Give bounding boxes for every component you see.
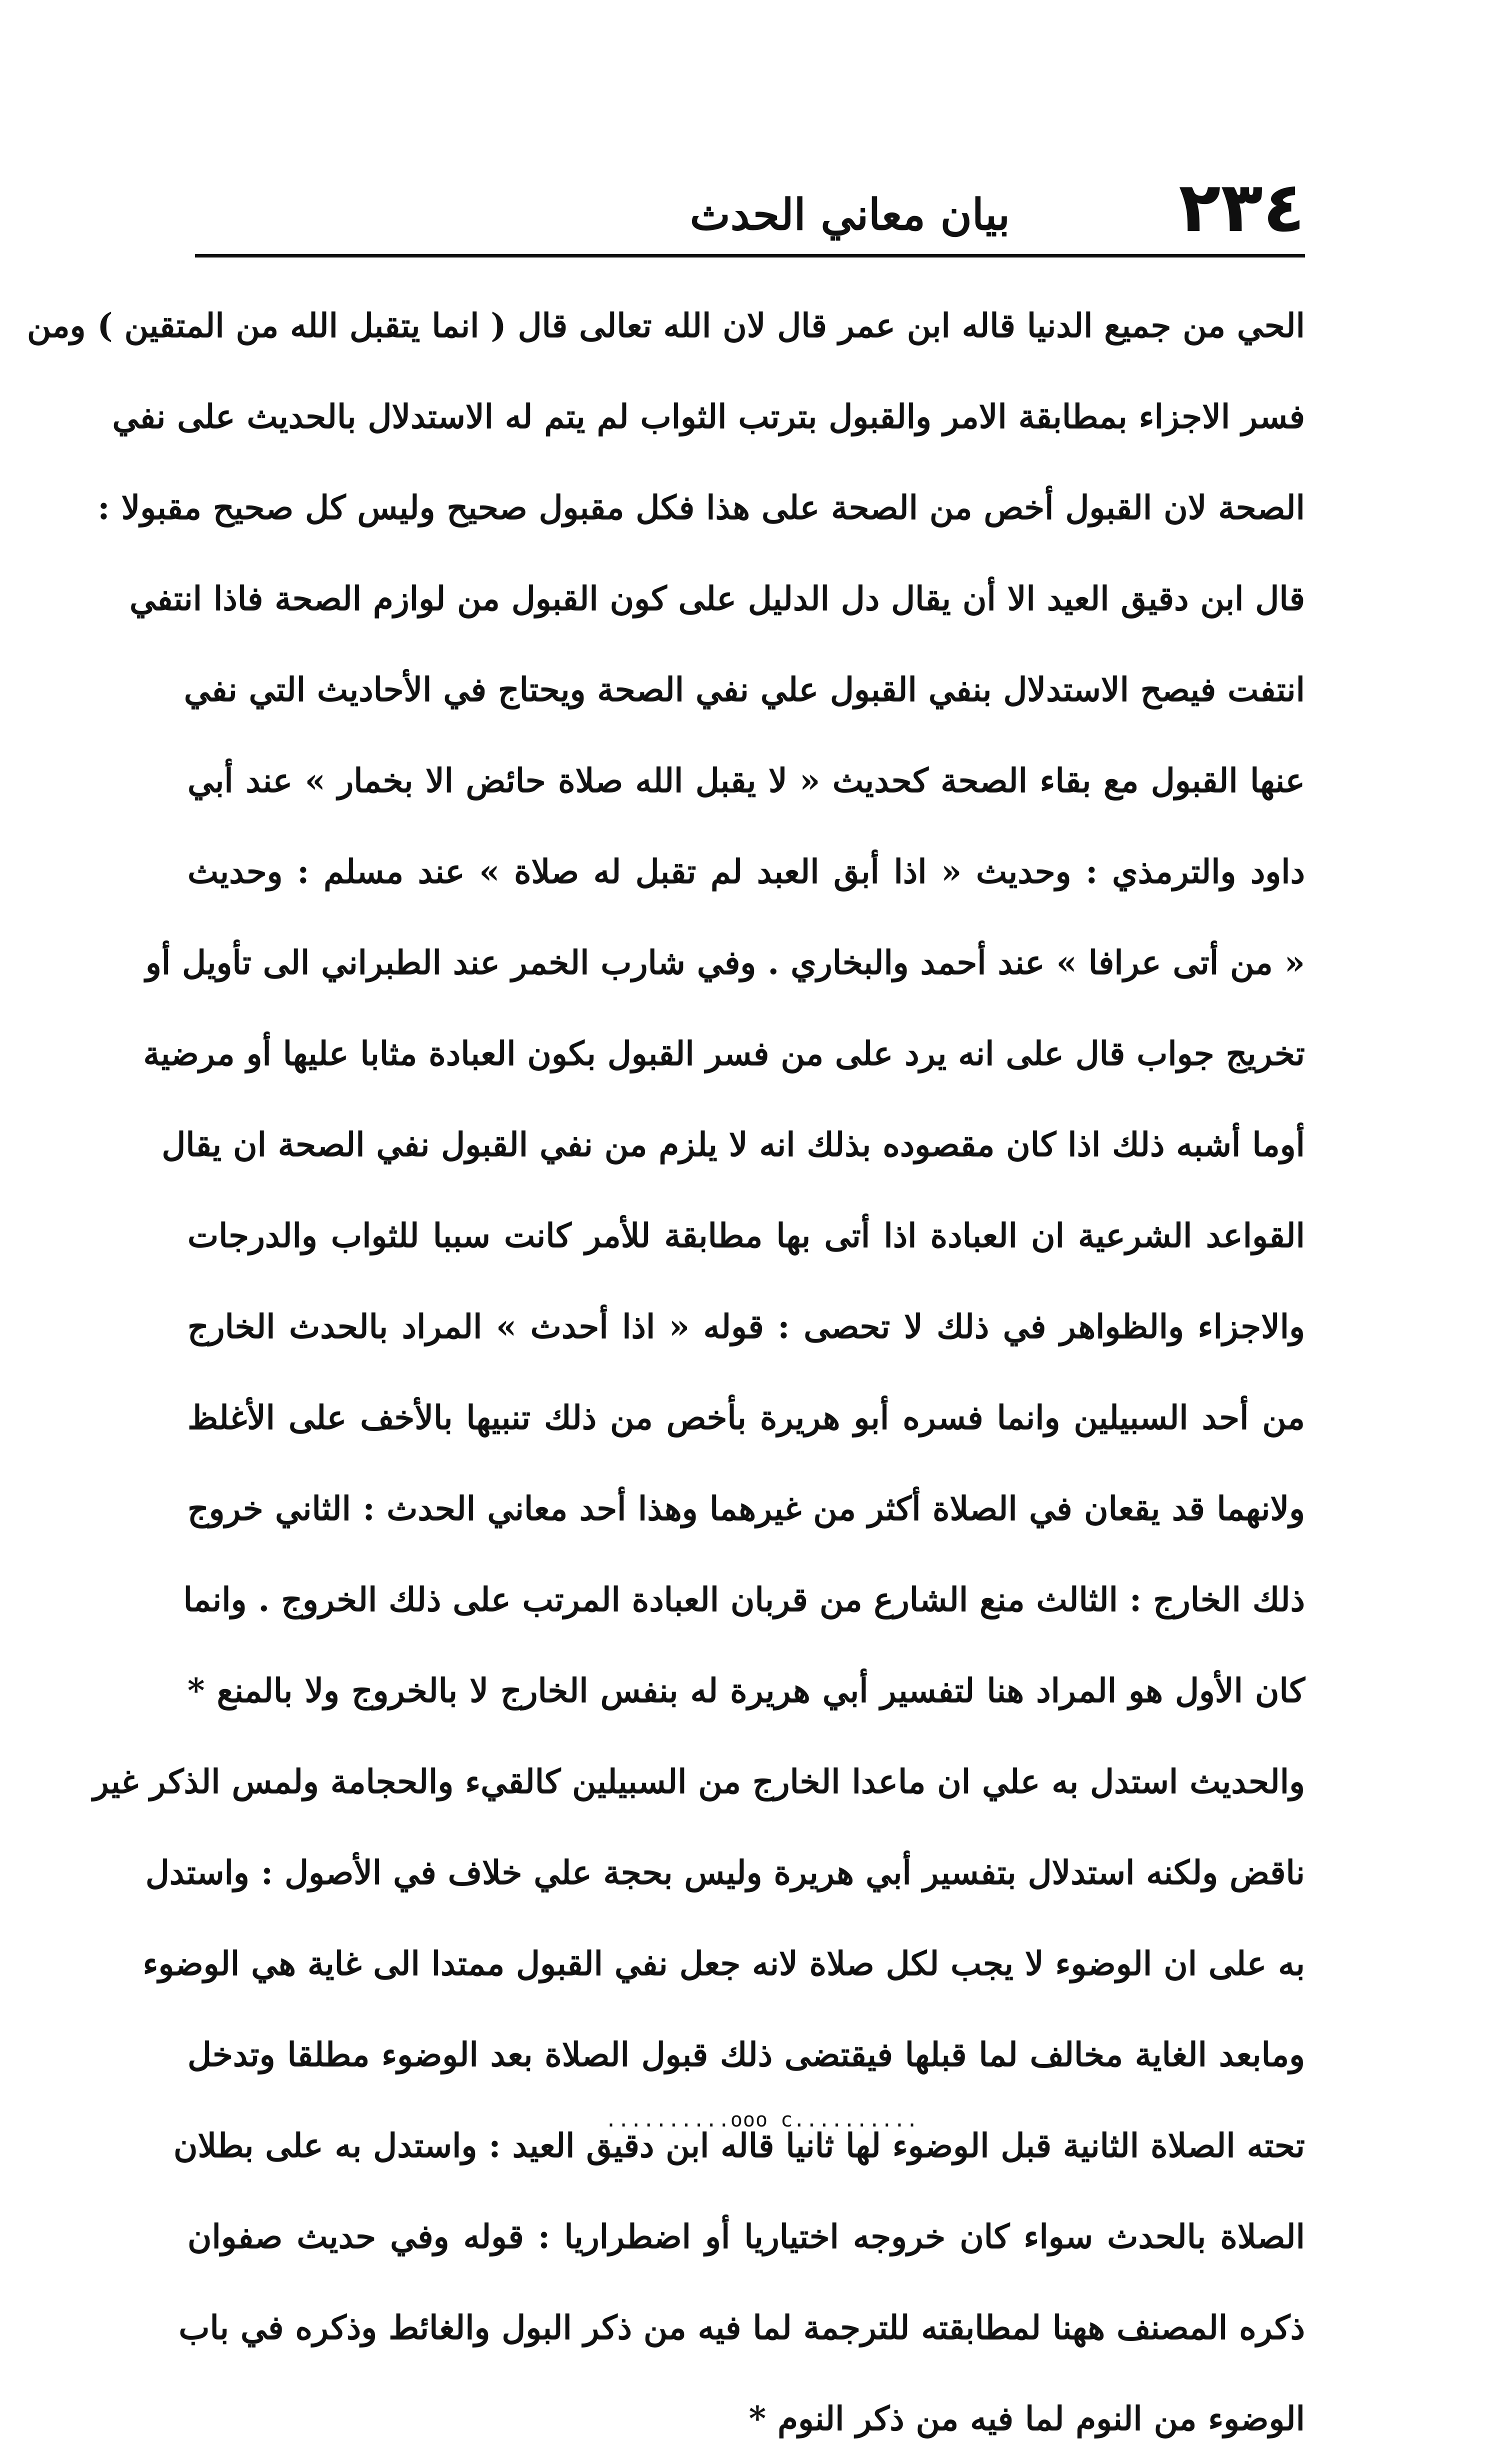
text-line: الصحة لان القبول أخص من الصحة على هذا فكل مقبول صحيح وليس كل صحيح مقبولا : bbox=[98, 488, 1305, 527]
text-line: انتفت فيصح الاستدلال بنفي القبول علي نفي الصحة ويحتاج في الأحاديث التي نفي bbox=[184, 670, 1305, 709]
header-rule bbox=[195, 254, 1305, 258]
text-line: عنها القبول مع بقاء الصحة كحديث « لا يقبل الله صلاة حائض الا بخمار » عند أبي bbox=[188, 761, 1305, 800]
text-line: الصلاة بالحدث سواء كان خروجه اختياريا أو اضطراريا : قوله وفي حديث صفوان bbox=[188, 2217, 1305, 2256]
running-title: بيان معاني الحدث bbox=[690, 190, 1010, 240]
page-header bbox=[195, 165, 1305, 250]
text-line: ناقض ولكنه استدلال بتفسير أبي هريرة وليس بحجة علي خلاف في الأصول : واستدل bbox=[145, 1853, 1305, 1892]
text-line: كان الأول هو المراد هنا لتفسير أبي هريرة له بنفس الخارج لا بالخروج ولا بالمنع * bbox=[188, 1671, 1305, 1710]
text-line: والاجزاء والظواهر في ذلك لا تحصى : قوله « اذا أحدث » المراد بالحدث الخارج bbox=[188, 1307, 1305, 1346]
text-line: أوما أشبه ذلك اذا كان مقصوده بذلك انه لا يلزم من نفي القبول نفي الصحة ان يقال bbox=[162, 1125, 1305, 1164]
end-ornament: ..........ooo c.......... bbox=[605, 2108, 919, 2132]
text-line: ومابعد الغاية مخالف لما قبلها فيقتضى ذلك قبول الصلاة بعد الوضوء مطلقا وتدخل bbox=[188, 2035, 1305, 2074]
text-line: تخريج جواب قال على انه يرد على من فسر القبول بكون العبادة مثابا عليها أو مرضية bbox=[143, 1034, 1305, 1073]
text-line: قال ابن دقيق العيد الا أن يقال دل الدليل على كون القبول من لوازم الصحة فاذا انتفي bbox=[130, 579, 1305, 618]
text-line: ولانهما قد يقعان في الصلاة أكثر من غيرهما وهذا أحد معاني الحدث : الثاني خروج bbox=[188, 1489, 1305, 1528]
text-line: القواعد الشرعية ان العبادة اذا أتى بها مطابقة للأمر كانت سببا للثواب والدرجات bbox=[188, 1216, 1305, 1255]
text-line: والحديث استدل به علي ان ماعدا الخارج من السبيلين كالقيء والحجامة ولمس الذكر غير bbox=[92, 1762, 1305, 1801]
text-line: الحي من جميع الدنيا قاله ابن عمر قال لان الله تعالى قال ( انما يتقبل الله من المتقين ) ومن bbox=[26, 306, 1305, 345]
text-line: ذكره المصنف ههنا لمطابقته للترجمة لما فيه من ذكر البول والغائط وذكره في باب bbox=[178, 2308, 1305, 2347]
page-number: ٢٣٤ bbox=[1178, 167, 1305, 248]
text-line: داود والترمذي : وحديث « اذا أبق العبد لم تقبل له صلاة » عند مسلم : وحديث bbox=[188, 852, 1305, 891]
text-line: به على ان الوضوء لا يجب لكل صلاة لانه جعل نفي القبول ممتدا الى غاية هي الوضوء bbox=[142, 1944, 1305, 1983]
text-line: من أحد السبيلين وانما فسره أبو هريرة بأخص من ذلك تنبيها بالأخف على الأغلظ bbox=[188, 1398, 1305, 1437]
text-line: « من أتى عرافا » عند أحمد والبخاري . وفي شارب الخمر عند الطبراني الى تأويل أو bbox=[146, 943, 1305, 982]
text-line: ذلك الخارج : الثالث منع الشارع من قربان العبادة المرتب على ذلك الخروج . وانما bbox=[183, 1580, 1305, 1619]
text-line-last: الوضوء من النوم لما فيه من ذكر النوم * bbox=[748, 2399, 1305, 2438]
text-line: تحته الصلاة الثانية قبل الوضوء لها ثانيا قاله ابن دقيق العيد : واستدل به على بطلان bbox=[174, 2126, 1305, 2165]
body-text bbox=[26, 280, 1305, 2464]
text-line: فسر الاجزاء بمطابقة الامر والقبول بترتب الثواب لم يتم له الاستدلال بالحديث على نفي bbox=[112, 397, 1305, 436]
